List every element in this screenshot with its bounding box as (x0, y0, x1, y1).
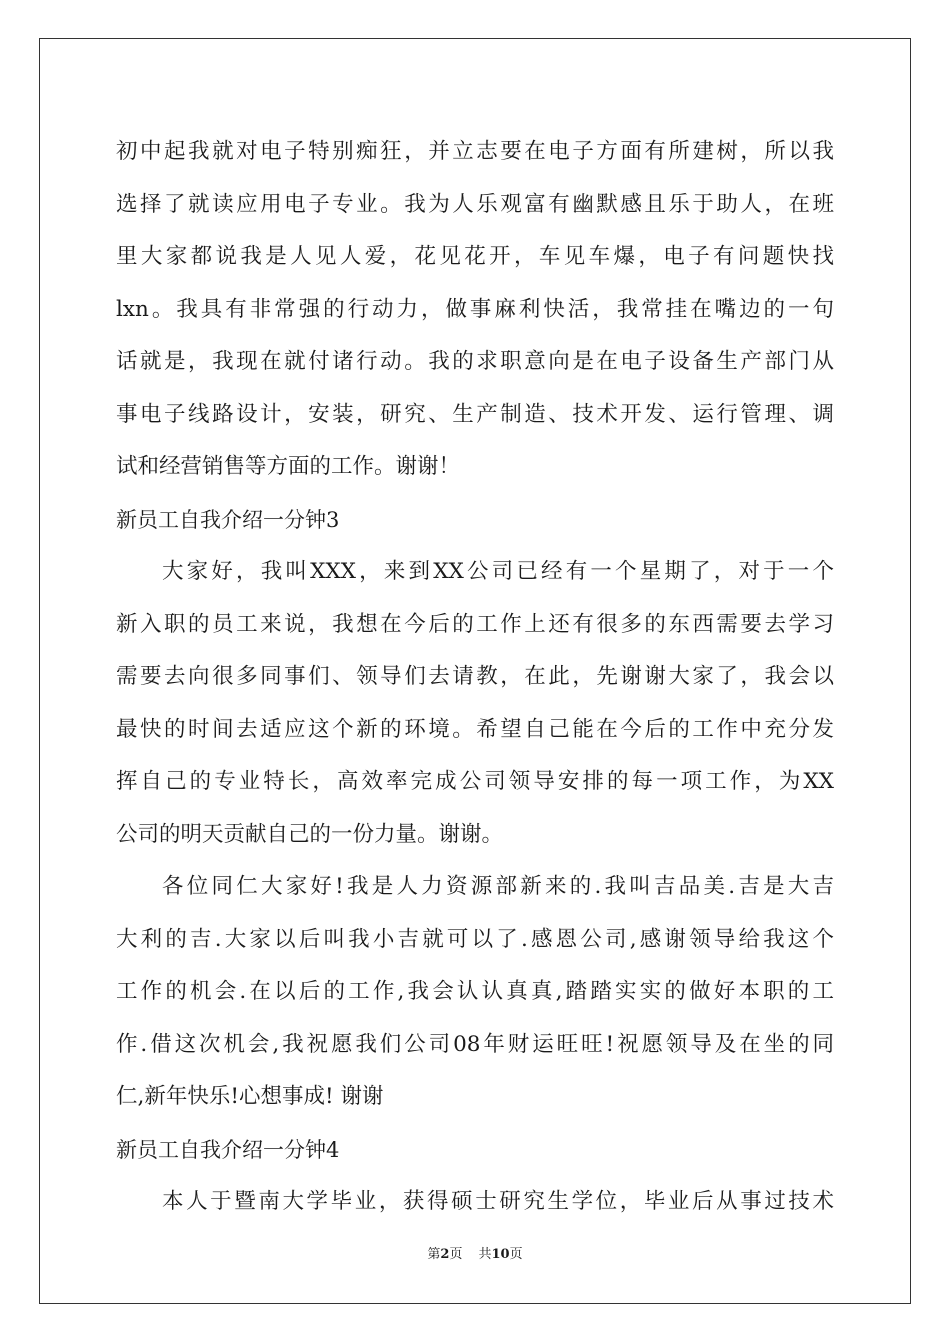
total-prefix: 共 (478, 1247, 492, 1262)
text-line: 需要去向很多同事们、领导们去请教，在此，先谢谢大家了，我会以 (116, 664, 834, 689)
total-suffix: 页 (509, 1247, 523, 1262)
text-line: 大家好，我叫XXX，来到XX公司已经有一个星期了，对于一个 (162, 559, 834, 584)
text-line: 选择了就读应用电子专业。我为人乐观富有幽默感且乐于助人，在班 (116, 191, 834, 217)
page-suffix: 页 (449, 1247, 463, 1262)
text-line: lxn。我具有非常强的行动力，做事麻利快活，我常挂在嘴边的一句 (116, 296, 834, 322)
document-body (116, 126, 834, 1229)
text-line: 最快的时间去适应这个新的环境。希望自己能在今后的工作中充分发 (116, 716, 834, 742)
page-number: 2 (440, 1247, 450, 1262)
text-line: 试和经营销售等方面的工作。谢谢！ (116, 454, 461, 479)
total-pages: 10 (491, 1247, 510, 1262)
paragraph-hr-greeting (116, 861, 834, 1124)
text-line: 挥自己的专业特长，高效率完成公司领导安排的每一项工作，为XX (116, 769, 834, 794)
text-line: 作.借这次机会,我祝愿我们公司08年财运旺旺!祝愿领导及在坐的同 (116, 1031, 834, 1057)
text-line: 初中起我就对电子特别痴狂，并立志要在电子方面有所建树，所以我 (116, 139, 834, 164)
text-line: 事电子线路设计，安装，研究、生产制造、技术开发、运行管理、调 (116, 401, 834, 427)
text-line: 各位同仁大家好!我是人力资源部新来的.我叫吉品美.吉是大吉 (162, 874, 834, 899)
text-line: 话就是，我现在就付诸行动。我的求职意向是在电子设备生产部门从 (116, 349, 834, 374)
page-prefix: 第 (427, 1247, 441, 1262)
paragraph-graduate-intro (116, 1176, 834, 1229)
section-heading-3: 新员工自我介绍一分钟3 (116, 507, 340, 532)
text-line: 工作的机会.在以后的工作,我会认认真真,踏踏实实的做好本职的工 (116, 979, 834, 1004)
section-heading-4: 新员工自我介绍一分钟4 (116, 1137, 340, 1162)
paragraph-intro-electronics (116, 126, 834, 494)
text-line: 大利的吉.大家以后叫我小吉就可以了.感恩公司,感谢领导给我这个 (116, 926, 834, 952)
text-line: 里大家都说我是人见人爱，花见花开，车见车爆，电子有问题快找 (116, 244, 834, 269)
text-line: 公司的明天贡献自己的一份力量。谢谢。 (116, 821, 504, 847)
paragraph-new-employee-greeting (116, 546, 834, 861)
text-line: 新入职的员工来说，我想在今后的工作上还有很多的东西需要去学习 (116, 611, 834, 637)
page-footer (0, 1243, 950, 1262)
text-line: 仁,新年快乐!心想事成! 谢谢 (116, 1084, 384, 1109)
text-line: 本人于暨南大学毕业，获得硕士研究生学位，毕业后从事过技术 (162, 1189, 834, 1214)
